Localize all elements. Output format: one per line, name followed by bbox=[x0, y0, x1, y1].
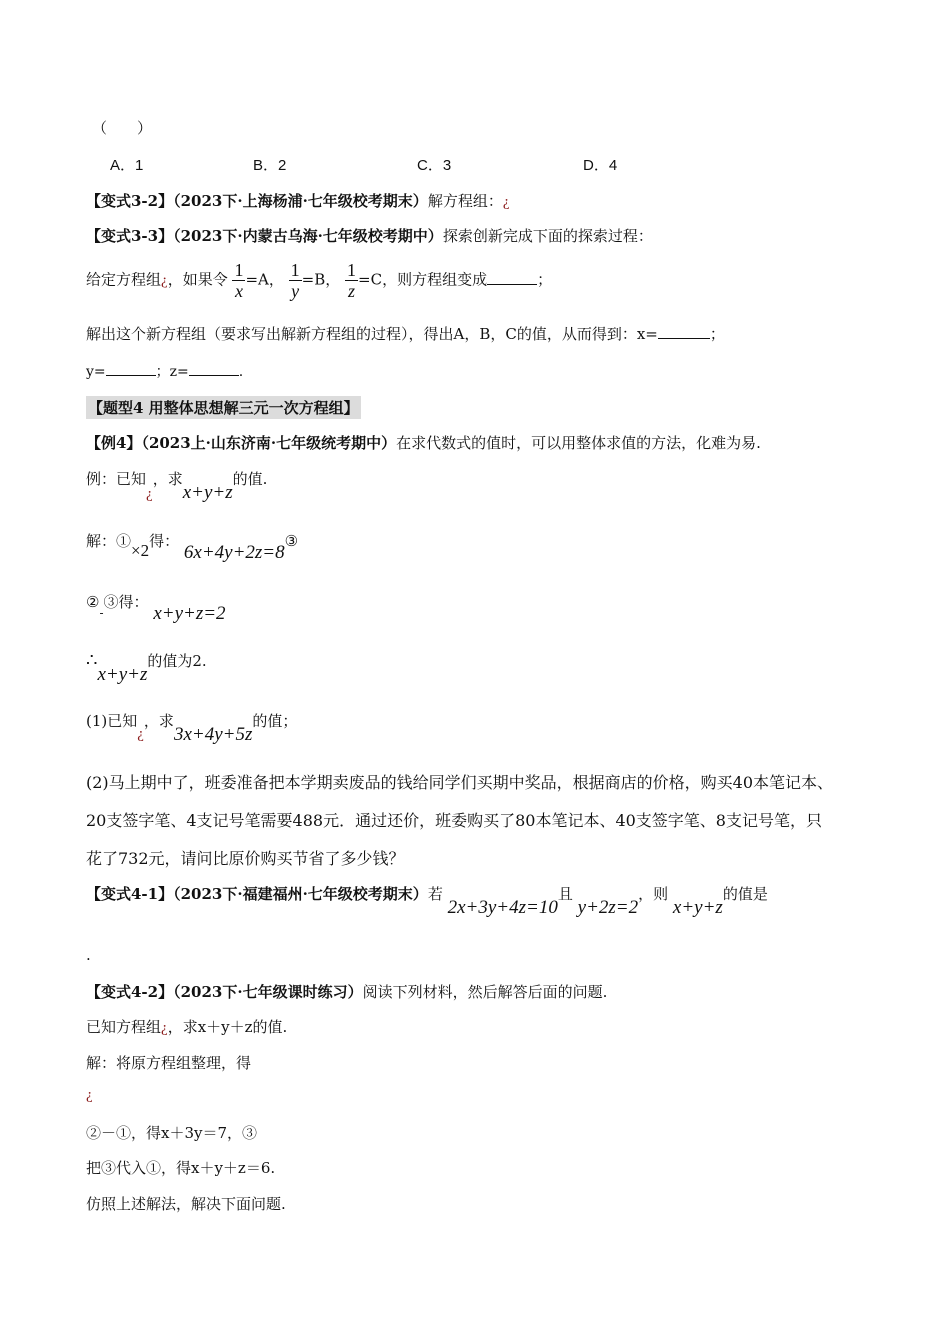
x-answer-blank[interactable] bbox=[658, 338, 710, 339]
fraction-1-over-y: $\frac{1}{y}$ bbox=[290, 260, 300, 301]
option-b: B．2 bbox=[253, 157, 287, 174]
variant-3-3: 【变式3-3】（2023下·内蒙古乌海·七年级校考期中）探索创新完成下面的探索过程： bbox=[86, 227, 653, 245]
z-answer-blank[interactable] bbox=[189, 375, 239, 376]
option-d: D．4 bbox=[583, 157, 618, 174]
yz-line: y= ；z= . bbox=[86, 364, 244, 380]
problem-2-line-3: 花了732元，请问比原价购买节省了多少钱？ bbox=[86, 849, 405, 868]
problem-1: (1)已知¿，求3x+4y+5z的值； bbox=[86, 712, 298, 745]
solution-step-3: ∴x+y+z的值为2. bbox=[86, 650, 207, 685]
solution-step-2: $②_-③$得： x+y+z=2 bbox=[86, 593, 226, 624]
material-line-3: ¿ bbox=[86, 1087, 93, 1103]
given-system-line: 给定方程组¿，如果令 $\frac{1}{x}$ =A， $\frac{1}{y}$ =B， $\frac{1}{z}$ =C，则方程组变成 ； bbox=[86, 260, 553, 301]
material-line-4: ②－①，得x＋3y＝7，③ bbox=[86, 1124, 258, 1142]
option-c: C．3 bbox=[417, 157, 452, 174]
paren: （ ） bbox=[92, 119, 153, 137]
section-heading-4: 【题型4 用整体思想解三元一次方程组】 bbox=[86, 396, 361, 419]
solution-step-1: 解：①×2得： 6x+4y+2z=8③ bbox=[86, 532, 299, 563]
solve-line: 解出这个新方程组（要求写出解新方程组的过程），得出A，B，C的值，从而得到：x= ； bbox=[86, 325, 725, 343]
example-4: 【例4】（2023上·山东济南·七年级统考期中）在求代数式的值时，可以用整体求值的方法，化难为易. bbox=[86, 434, 761, 452]
variant-4-1: 【变式4-1】（2023下·福建福州·七年级校考期末）若 2x+3y+4z=10且 y+2z=2，则 x+y+z的值是 bbox=[86, 885, 768, 918]
problem-2-line-1: (2)马上期中了，班委准备把本学期卖废品的钱给同学们买期中奖品，根据商店的价格，购买40本笔记本、 bbox=[86, 773, 834, 792]
example-line: 例：已知¿，求x+y+z的值. bbox=[86, 470, 268, 503]
material-line-1: 已知方程组¿，求x＋y＋z的值. bbox=[86, 1018, 288, 1036]
variant-3-2: 【变式3-2】（2023下·上海杨浦·七年级校考期末）解方程组：¿ bbox=[86, 192, 510, 210]
material-line-2: 解：将原方程组整理，得 bbox=[86, 1054, 252, 1072]
answer-blank[interactable] bbox=[487, 284, 537, 285]
option-a: A．1 bbox=[110, 157, 144, 174]
variant-4-1-end: . bbox=[86, 946, 91, 964]
fraction-1-over-z: $\frac{1}{z}$ bbox=[347, 260, 357, 301]
fraction-1-over-x: $\frac{1}{x}$ bbox=[234, 260, 244, 301]
variant-4-2: 【变式4-2】（2023下·七年级课时练习）阅读下列材料，然后解答后面的问题. bbox=[86, 983, 608, 1001]
material-line-6: 仿照上述解法，解决下面问题. bbox=[86, 1195, 286, 1213]
problem-2-line-2: 20支签字笔、4支记号笔需要488元．通过还价，班委购买了80本笔记本、40支签字笔、8支记号笔，只 bbox=[86, 811, 822, 830]
material-line-5: 把③代入①，得x＋y＋z＝6. bbox=[86, 1159, 276, 1177]
y-answer-blank[interactable] bbox=[106, 375, 156, 376]
